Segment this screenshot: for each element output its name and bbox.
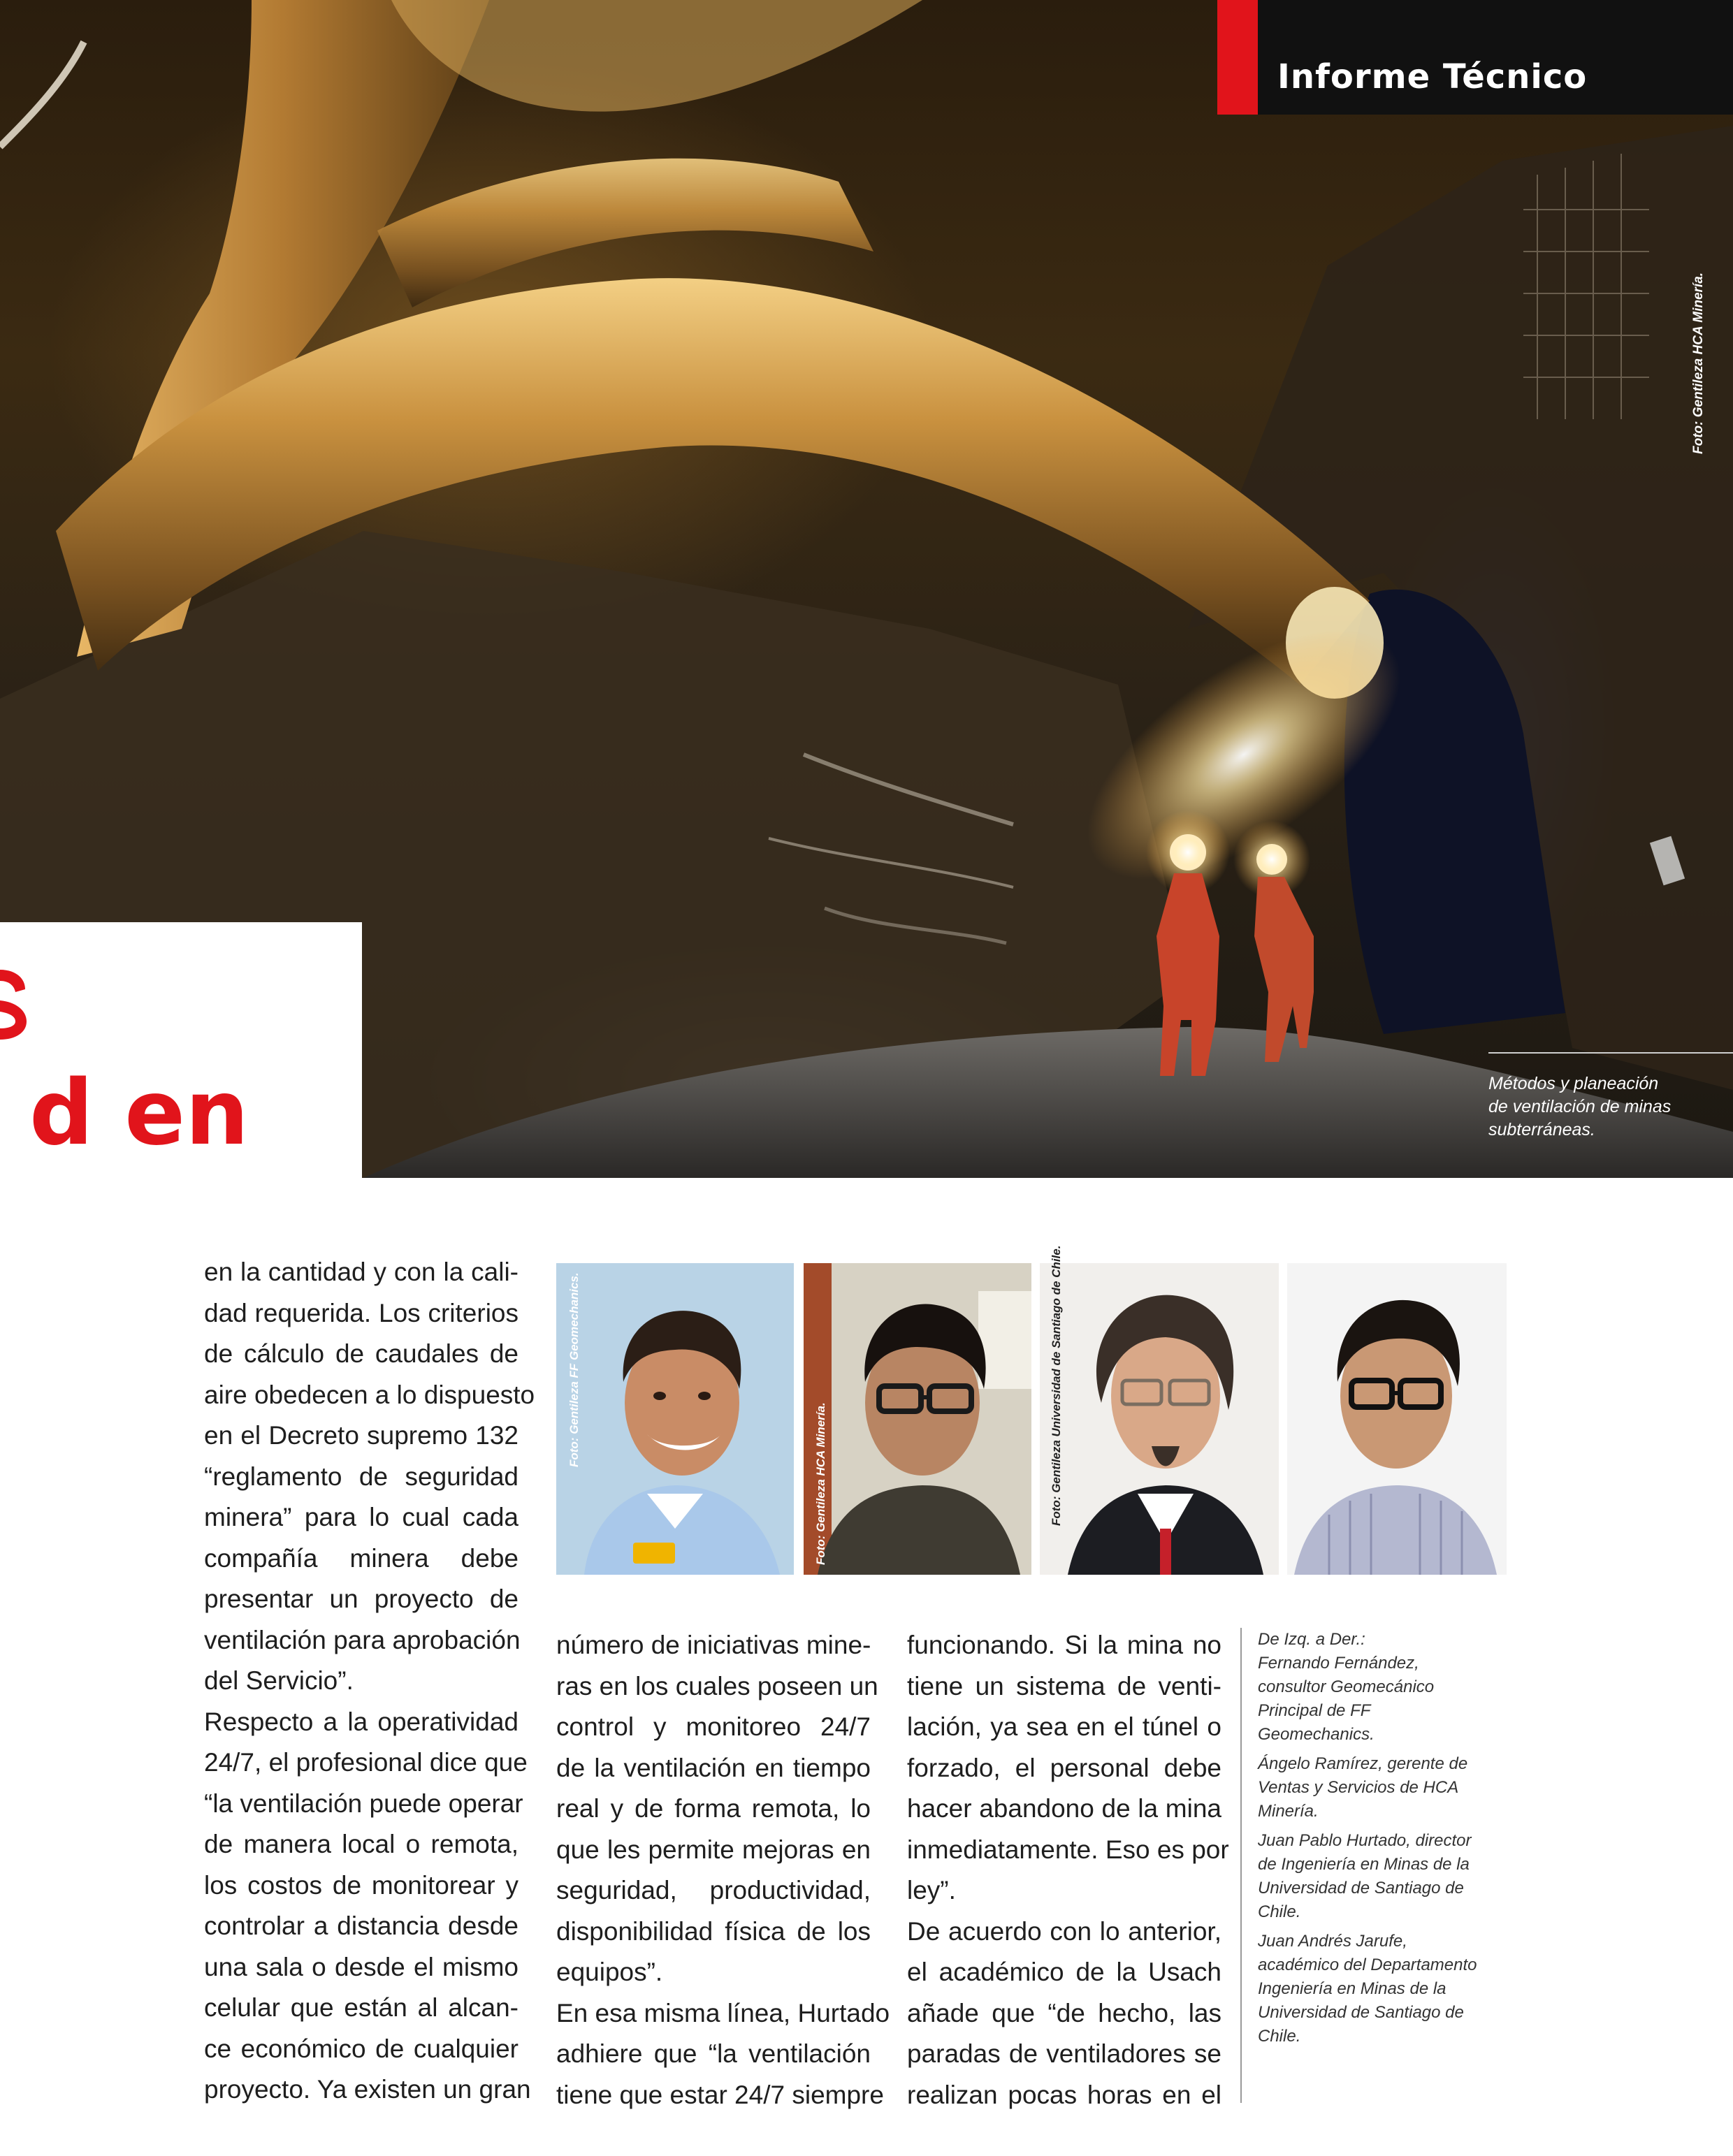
body-line: ce económico de cualquier xyxy=(204,2034,519,2063)
body-line: dad requerida. Los criterios xyxy=(204,1298,519,1327)
body-line: forzado, el personal debe xyxy=(907,1753,1221,1782)
hero-caption-rule xyxy=(1488,1052,1733,1054)
portrait-juan-pablo-hurtado xyxy=(1040,1263,1279,1575)
body-line: proyecto. Ya existen un gran xyxy=(204,2075,531,2104)
body-line: añade que “de hecho, las xyxy=(907,1998,1221,2027)
caption-intro: De Izq. a Der.: xyxy=(1258,1630,1365,1649)
caption-person: Fernando Fernández, consultor Geomecánico Principal de FF Geomechanics. xyxy=(1258,1654,1435,1744)
caption-person: Juan Andrés Jarufe, académico del Departamento Ingeniería en Minas de la Universidad de Santiago de Chile. xyxy=(1258,1932,1477,2046)
body-line: presentar un proyecto de xyxy=(204,1585,519,1613)
body-line: tiene un sistema de venti- xyxy=(907,1671,1221,1700)
body-line: de cálculo de caudales de xyxy=(204,1339,519,1368)
hero-caption-line: de ventilación de minas xyxy=(1488,1097,1672,1116)
title-fragment-bottom: d en xyxy=(29,1061,249,1165)
caption-divider xyxy=(1240,1628,1242,2103)
body-line: funcionando. Si la mina no xyxy=(907,1631,1221,1659)
body-line: lación, ya sea en el túnel o xyxy=(907,1712,1221,1741)
body-line: ventilación para aprobación xyxy=(204,1625,521,1654)
hero-caption-line: subterráneas. xyxy=(1488,1120,1595,1139)
body-line: una sala o desde el mismo xyxy=(204,1952,519,1981)
body-line: adhiere que “la ventilación xyxy=(556,2039,871,2068)
body-line: en el Decreto supremo 132 xyxy=(204,1421,519,1450)
body-line: minera” para lo cual cada xyxy=(204,1503,519,1531)
body-line: paradas de ventiladores se xyxy=(907,2039,1221,2068)
body-line: del Servicio”. xyxy=(204,1666,354,1695)
body-line: inmediatamente. Eso es por xyxy=(907,1835,1229,1864)
body-column-2 xyxy=(556,1625,890,2115)
body-line: equipos”. xyxy=(556,1958,663,1986)
body-line: realizan pocas horas en el xyxy=(907,2080,1221,2109)
portrait-fernando-fernandez xyxy=(556,1263,794,1575)
body-line: aire obedecen a lo dispuesto xyxy=(204,1380,535,1409)
body-line: “reglamento de seguridad xyxy=(204,1462,519,1491)
body-line: control y monitoreo 24/7 xyxy=(556,1712,871,1741)
caption-person: Juan Pablo Hurtado, director de Ingeniería en Minas de la Universidad de Santiago de Chile. xyxy=(1258,1831,1472,1921)
hero-photo-credit: Foto: Gentileza HCA Minería. xyxy=(1691,272,1706,454)
body-column-1 xyxy=(204,1252,535,2111)
body-line: en la cantidad y con la cali- xyxy=(204,1258,519,1286)
body-line: celular que están al alcan- xyxy=(204,1993,519,2022)
body-line: controlar a distancia desde xyxy=(204,1911,519,1940)
portrait-caption-block xyxy=(1258,1628,1488,2054)
body-line: de la ventilación en tiempo xyxy=(556,1753,871,1782)
portrait-angelo-ramirez xyxy=(804,1263,1031,1575)
body-line: “la ventilación puede operar xyxy=(204,1789,523,1818)
body-line: ras en los cuales poseen un xyxy=(556,1671,878,1700)
body-line: compañía minera debe xyxy=(204,1543,519,1573)
body-line: 24/7, el profesional dice que xyxy=(204,1748,528,1777)
body-line: que les permite mejoras en xyxy=(556,1835,871,1864)
portrait-photo xyxy=(804,1263,1031,1575)
body-line: el académico de la Usach xyxy=(907,1958,1221,1986)
body-line: hacer abandono de la mina xyxy=(907,1794,1221,1823)
section-label: Informe Técnico xyxy=(1277,57,1588,96)
body-column-3 xyxy=(907,1625,1229,2115)
body-line: tiene que estar 24/7 siempre xyxy=(556,2080,884,2109)
portrait-credit: Foto: Gentileza Universidad de Santiago de Chile. xyxy=(1050,1245,1063,1526)
body-line: de manera local o remota, xyxy=(204,1830,519,1858)
body-line: los costos de monitorear y xyxy=(204,1870,519,1900)
body-line: seguridad, productividad, xyxy=(556,1876,871,1904)
body-line: De acuerdo con lo anterior, xyxy=(907,1916,1221,1946)
portrait-photo xyxy=(556,1263,794,1575)
portrait-juan-andres-jarufe xyxy=(1287,1263,1507,1575)
body-line: número de iniciativas mine- xyxy=(556,1631,871,1659)
body-line: ley”. xyxy=(907,1876,956,1904)
portrait-photo xyxy=(1287,1263,1507,1575)
caption-person: Ángelo Ramírez, gerente de Ventas y Servicios de HCA Minería. xyxy=(1258,1754,1468,1821)
body-line: real y de forma remota, lo xyxy=(556,1794,871,1823)
body-line: Respecto a la operatividad xyxy=(204,1707,519,1736)
hero-caption-line: Métodos y planeación xyxy=(1488,1074,1659,1093)
section-label-bar xyxy=(1217,0,1733,115)
title-box xyxy=(0,922,362,1178)
portrait-credit: Foto: Gentileza HCA Minería. xyxy=(814,1402,827,1565)
hero-caption xyxy=(1488,1072,1719,1142)
section-label-accent xyxy=(1217,0,1258,115)
body-line: En esa misma línea, Hurtado xyxy=(556,1998,890,2027)
portrait-credit: Foto: Gentileza FF Geomechanics. xyxy=(567,1272,581,1467)
body-line: disponibilidad física de los xyxy=(556,1916,871,1946)
title-letter-cut xyxy=(0,957,28,1041)
portrait-photo xyxy=(1040,1263,1279,1575)
